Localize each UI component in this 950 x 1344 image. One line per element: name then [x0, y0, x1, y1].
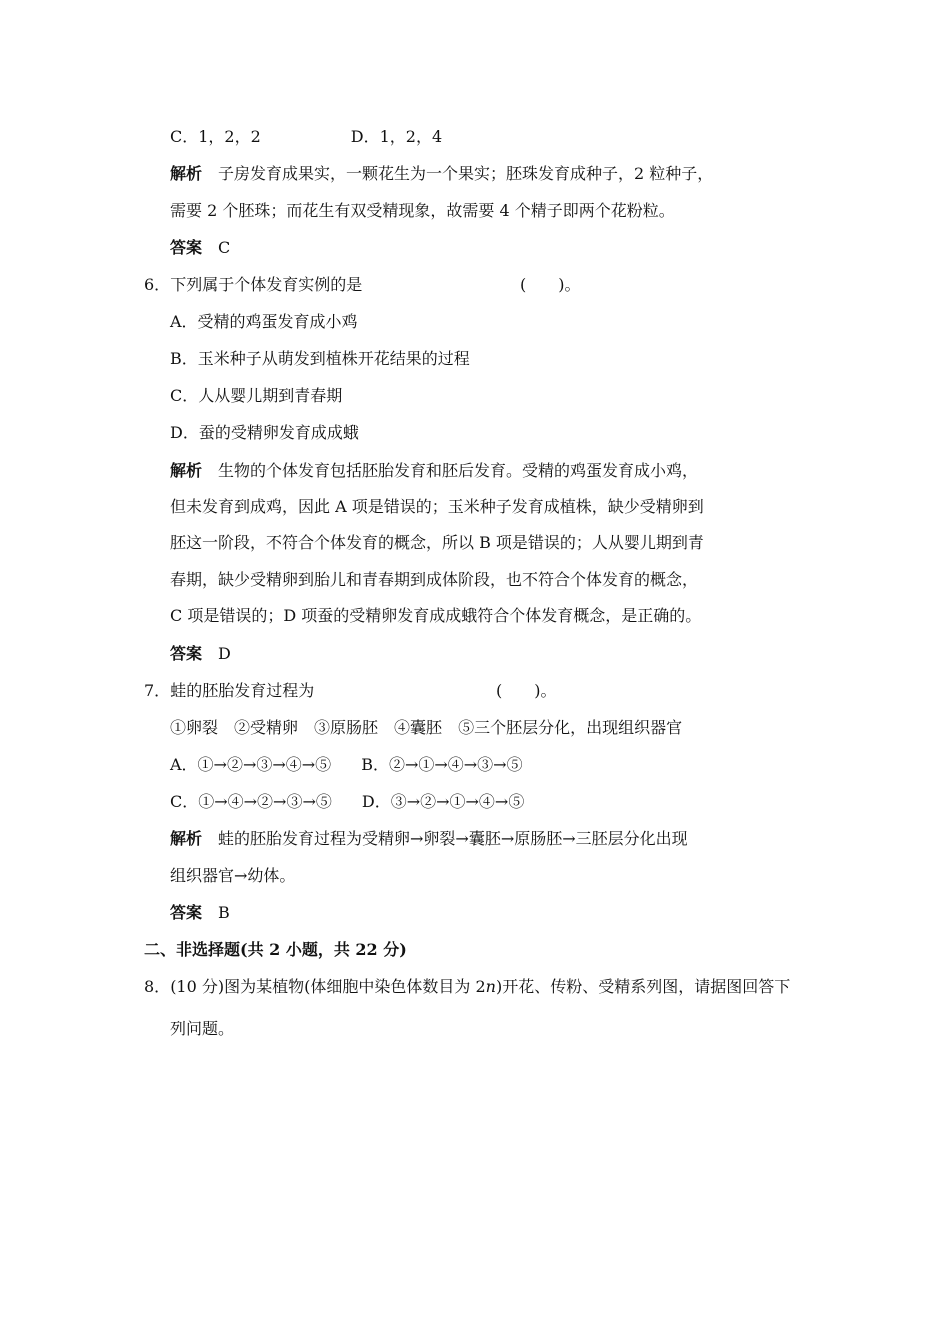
q5-analysis-line-1: [170, 164, 713, 184]
q7-items-row: [170, 718, 682, 738]
q7-analysis-line-2: 组织器官→幼体。: [170, 866, 296, 885]
q6-analysis-line-4: 春期，缺少受精卵到胎儿和青春期到成体阶段，也不符合个体发育的概念，: [170, 570, 699, 589]
q7-option-a: A．①→②→③→④→⑤: [170, 755, 332, 774]
q7-number: 7．: [144, 681, 171, 700]
q7-item-1: ①卵裂: [170, 718, 219, 737]
q8-stem-part-1: (10 分)图为某植物(体细胞中染色体数目为 2: [170, 977, 486, 996]
q6-answer-value: D: [218, 644, 231, 663]
q8-stem-line-1: [144, 977, 790, 997]
q5-option-d: D．1，2，4: [350, 127, 443, 146]
q7-answer-paren: ( )。: [496, 681, 557, 700]
q7-answer: [170, 903, 230, 923]
q7-options-row-1: [170, 755, 523, 775]
q6-analysis-line-3: 胚这一阶段，不符合个体发育的概念，所以 B 项是错误的；人从婴儿期到青: [170, 533, 704, 552]
q8-stem-line-2: 列问题。: [170, 1019, 235, 1038]
q5-answer-label: 答案: [170, 238, 203, 257]
q7-analysis-label: 解析: [170, 829, 203, 848]
q5-analysis-line-2: 需要 2 个胚珠；而花生有双受精现象，故需要 4 个精子即两个花粉粒。: [170, 201, 675, 220]
q6-option-b: B．玉米种子从萌发到植株开花结果的过程: [170, 349, 470, 368]
section-heading: 二、非选择题(共 2 小题，共 22 分): [144, 940, 407, 959]
q5-analysis-text-1: 子房发育成果实，一颗花生为一个果实；胚珠发育成种子，2 粒种子，: [218, 164, 714, 183]
q6-option-d: D．蚕的受精卵发育成成蛾: [170, 423, 359, 442]
q6-analysis-line-1: [170, 461, 698, 481]
q7-analysis-line-1: [170, 829, 688, 849]
q6-answer-label: 答案: [170, 644, 203, 663]
q7-stem-text: 蛙的胚胎发育过程为: [170, 681, 315, 700]
q7-item-2: ②受精卵: [234, 718, 299, 737]
q7-answer-value: B: [218, 903, 230, 922]
q7-item-4: ④囊胚: [394, 718, 443, 737]
q6-analysis-line-5: C 项是错误的；D 项蚕的受精卵发育成成蛾符合个体发育概念，是正确的。: [170, 606, 702, 625]
q7-option-c: C．①→④→②→③→⑤: [170, 792, 332, 811]
q6-answer: [170, 644, 231, 664]
q8-stem-part-2: )开花、传粉、受精系列图，请据图回答下: [495, 977, 791, 996]
q7-analysis-text-1: 蛙的胚胎发育过程为受精卵→卵裂→囊胚→原肠胚→三胚层分化出现: [218, 829, 688, 848]
q5-answer-value: C: [218, 238, 231, 257]
q7-options-row-2: [170, 792, 524, 812]
q6-option-a: A．受精的鸡蛋发育成小鸡: [170, 312, 358, 331]
q5-answer: [170, 238, 230, 258]
q8-stem-n: n: [485, 977, 496, 996]
q7-option-d: D．③→②→①→④→⑤: [361, 792, 525, 811]
q7-stem: [144, 681, 314, 701]
q5-option-c: C．1，2，2: [170, 127, 261, 146]
q7-answer-label: 答案: [170, 903, 203, 922]
q6-analysis-text-1: 生物的个体发育包括胚胎发育和胚后发育。受精的鸡蛋发育成小鸡，: [218, 461, 699, 480]
q6-stem-text: 下列属于个体发育实例的是: [170, 275, 363, 294]
q6-analysis-line-2: 但未发育到成鸡，因此 A 项是错误的；玉米种子发育成植株，缺少受精卵到: [170, 497, 704, 516]
q6-analysis-label: 解析: [170, 461, 203, 480]
q6-number: 6．: [144, 275, 171, 294]
q7-item-3: ③原肠胚: [314, 718, 379, 737]
q6-answer-paren: ( )。: [520, 275, 581, 294]
q6-stem: [144, 275, 362, 295]
q5-analysis-label: 解析: [170, 164, 203, 183]
q5-options-row: [170, 127, 442, 147]
q8-number: 8．: [144, 977, 171, 996]
q7-option-b: B．②→①→④→③→⑤: [361, 755, 523, 774]
q6-option-c: C．人从婴儿期到青春期: [170, 386, 343, 405]
q7-item-5: ⑤三个胚层分化，出现组织器官: [458, 718, 683, 737]
